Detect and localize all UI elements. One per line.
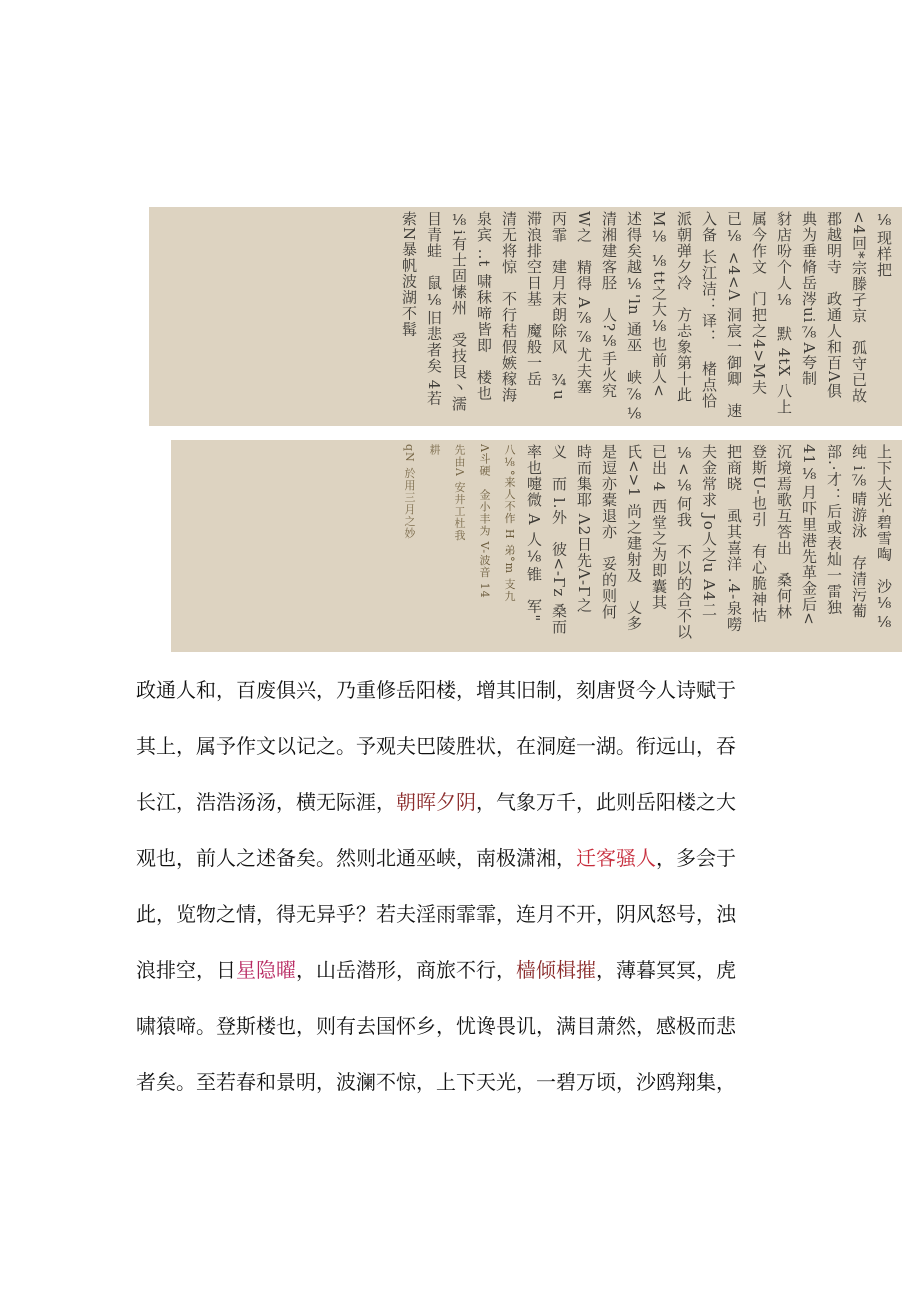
text-run: ，多会于 [656, 846, 736, 870]
vertical-column: 泉宾 ..t 啸秣啼皆即 楼也 [475, 211, 493, 402]
highlighted-phrase: 樯倾楫摧 [516, 958, 596, 982]
highlighted-phrase: 星隐曜 [236, 958, 296, 982]
scanned-text-image-top [149, 207, 902, 426]
vertical-column: 是逗亦橐退亦 妥的则何 [600, 444, 618, 620]
vertical-column: 郡越明寺 政通人和百Λ俱 [825, 211, 843, 399]
vertical-column: 属今作文 门把之4>M夫 [750, 211, 768, 396]
vertical-column: 派朝弹夕冷 方忐象第十此 [675, 211, 693, 403]
vertical-column: 登斯U-也引 有心脆神怙 [750, 444, 768, 624]
vertical-column: 清湘建客胫 人?⅛手火究 [600, 211, 618, 400]
text-line [136, 668, 804, 724]
text-line [136, 948, 804, 1004]
vertical-column: ⅛<⅛何我 不以的合不以 [675, 444, 693, 640]
vertical-column: 率也嚏微 A 人⅛锥 军" [525, 444, 543, 623]
vertical-column-annotation: 先由Λ 安井工杜我 [453, 444, 466, 542]
text-run: 啸猿啼。登斯楼也，则有去国怀乡，忧谗畏讥，满目萧然，感极而悲 [136, 1014, 736, 1038]
text-line [136, 1060, 804, 1116]
vertical-column: ⅛i有士固愫州 受技艮丶濡 [450, 211, 468, 412]
text-run: ，气象万千，此则岳阳楼之大 [476, 790, 736, 814]
text-run: ，薄暮冥冥，虎 [596, 958, 736, 982]
text-run: 浪排空，日 [136, 958, 236, 982]
vertical-column: 述得矣越⅛'ln 通巫 峡⅞⅛ [625, 211, 643, 423]
text-run: 长江，浩浩汤汤，横无际涯， [136, 790, 396, 814]
vertical-column-annotation: 耕 [428, 444, 441, 456]
vertical-column: M⅛ ⅛tt之大⅛也前人< [650, 211, 668, 398]
vertical-column-annotation: 八⅛°来人不作 H 弟°m 支九 [503, 444, 516, 603]
text-line [136, 780, 804, 836]
vertical-column: 清无将惊 不行秸假嫉稼海 [500, 211, 518, 403]
highlighted-phrase: 迁客骚人 [576, 846, 656, 870]
vertical-column: 豺店吩个人⅛ 默 4tX 八上 [775, 211, 793, 415]
vertical-column: 目青蛙 鼠⅛旧悲者矣 4若 [425, 211, 443, 407]
vertical-column: 入备 长江洁：译： 楮点恰 [700, 211, 718, 409]
text-run: 此，览物之情，得无异乎？若夫淫雨霏霏，连月不开，阴风怒号，浊 [136, 902, 736, 926]
vertical-column: 义 而 l.外 彼<-Γz 桑而 [550, 444, 568, 636]
vertical-column: 已⅛ <4<Λ 洞宸一御卿 速 [725, 211, 743, 420]
vertical-column: 41⅛月吓里港先革金后< [800, 444, 818, 626]
vertical-column-annotation: qN 於用三月之妙 [403, 444, 416, 540]
text-run: ，山岳潜形，商旅不行， [296, 958, 516, 982]
text-run: 者矣。至若春和景明，波澜不惊，上下天光，一碧万顷，沙鸥翔集， [136, 1070, 736, 1094]
text-run: 其上，属予作文以记之。予观夫巴陵胜状，在洞庭一湖。衔远山，吞 [136, 734, 736, 758]
vertical-column: 已出 4 西堂之为即囊其 [650, 444, 668, 611]
text-run: 政通人和，百废俱兴，乃重修岳阳楼，增其旧制，刻唐贤今人诗赋于 [136, 678, 736, 702]
vertical-column: 氏<>1 尚之建射及 乂多 [625, 444, 643, 632]
vertical-column: 滞浪排空日基 魔般一岳 [525, 211, 543, 387]
vertical-column: 部.·才：后或表灿一雷独 [825, 444, 843, 616]
vertical-column: 夫金常求 Jo人之u A4二 [700, 444, 718, 618]
vertical-column: 把商晓 虱其喜洋 .4-泉嘮 [725, 444, 743, 633]
vertical-column: 丙霏 建月末朗除风 ¾u [550, 211, 568, 401]
vertical-column-annotation: Λ斗硬 金小丰为 V-波音 14 [478, 444, 491, 599]
text-run: 观也，前人之述备矣。然则北通巫峡，南极潇湘， [136, 846, 576, 870]
vertical-column: 時而集耶 Λ2日先Λ-Γ之 [575, 444, 593, 614]
vertical-text-columns [398, 211, 894, 423]
text-line [136, 892, 804, 948]
scanned-text-image-bottom [171, 440, 902, 652]
vertical-column: <4回*宗滕孑京 孤守已故 [850, 211, 868, 404]
document-body-text [136, 668, 804, 1116]
vertical-column: 索N暴帆波湖不髯 [400, 211, 418, 338]
vertical-column: 沉境焉歌互答出 桑何林 [775, 444, 793, 620]
text-line [136, 1004, 804, 1060]
text-line [136, 724, 804, 780]
vertical-column: W之 精得 A⅞⅞尤夫塞 [575, 211, 593, 396]
vertical-column: 纯 i⅞晴游泳 存清污葡 [850, 444, 868, 619]
vertical-column: ⅛现样把 [875, 211, 893, 278]
vertical-text-columns [398, 444, 894, 649]
vertical-column: 上下大光-碧雪啕 沙⅛⅛ [875, 444, 893, 633]
highlighted-phrase: 朝晖夕阴 [396, 790, 476, 814]
vertical-column: 典为垂脩岳涔ui⅞A夸制 [800, 211, 818, 387]
text-line [136, 836, 804, 892]
